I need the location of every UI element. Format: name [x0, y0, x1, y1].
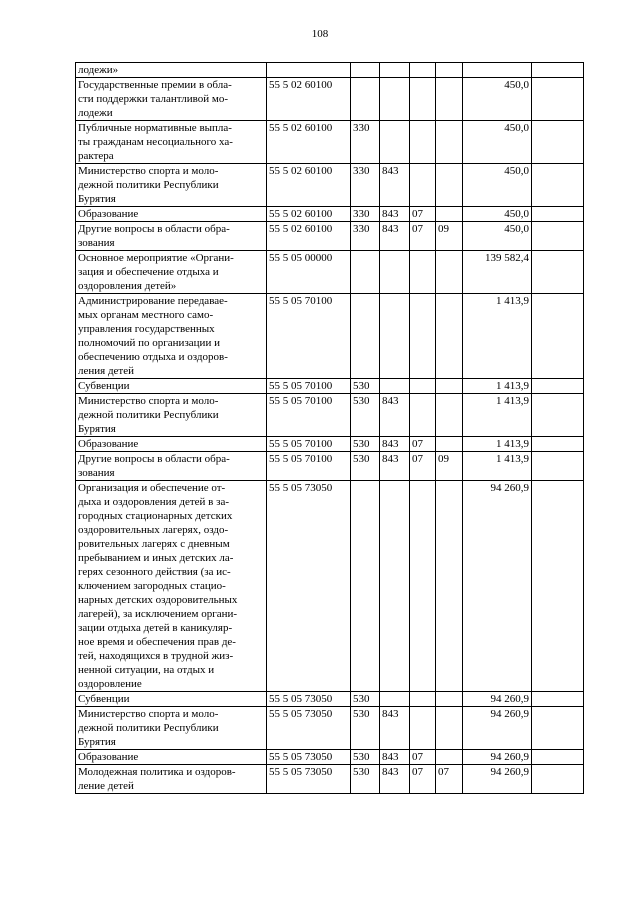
row-grbs-cell	[380, 294, 410, 379]
row-sum-cell: 139 582,4	[463, 251, 532, 294]
row-grbs-cell	[380, 121, 410, 164]
row-rz-cell	[410, 164, 436, 207]
table-body	[76, 63, 584, 794]
table-row	[76, 765, 584, 794]
row-rz-cell: 07	[410, 750, 436, 765]
row-vr-cell: 530	[351, 379, 380, 394]
table-row	[76, 251, 584, 294]
row-grbs-cell: 843	[380, 164, 410, 207]
row-pr-cell	[436, 379, 463, 394]
row-pr-cell	[436, 63, 463, 78]
row-grbs-cell	[380, 379, 410, 394]
row-vr-cell: 530	[351, 765, 380, 794]
row-rz-cell: 07	[410, 222, 436, 251]
table-row	[76, 63, 584, 78]
row-csr-cell: 55 5 05 73050	[267, 692, 351, 707]
table-row	[76, 692, 584, 707]
row-rz-cell	[410, 121, 436, 164]
row-csr-cell: 55 5 05 73050	[267, 707, 351, 750]
row-grbs-cell: 843	[380, 765, 410, 794]
row-rz-cell	[410, 707, 436, 750]
row-pr-cell	[436, 121, 463, 164]
row-sum-cell: 94 260,9	[463, 765, 532, 794]
row-rz-cell: 07	[410, 452, 436, 481]
row-name-cell: Образование	[76, 437, 267, 452]
table-row	[76, 437, 584, 452]
row-name-cell: Организация и обеспечение от- дыха и оздоровления детей в за- городных стационарных детских оздоровительных лагерях, оздо- ровительных лагерях с дневным пребыванием и иных детских ла- герях сезонного действия (за ис- ключением загородных стацио- нарных детских оздоровительных лагерей), за исключением органи- зации отдыха детей в каникуляр- ное время и обеспечения прав де- тей, находящихся в трудной жиз- ненной ситуации, на отдых и оздоровление	[76, 481, 267, 692]
table-row	[76, 394, 584, 437]
row-grbs-cell: 843	[380, 437, 410, 452]
row-name-cell: Государственные премии в обла- сти поддержки талантливой мо- лодежи	[76, 78, 267, 121]
row-pr-cell	[436, 707, 463, 750]
row-grbs-cell: 843	[380, 222, 410, 251]
row-grbs-cell: 843	[380, 750, 410, 765]
row-empty-cell	[532, 121, 584, 164]
row-empty-cell	[532, 207, 584, 222]
row-vr-cell	[351, 78, 380, 121]
row-vr-cell	[351, 294, 380, 379]
row-csr-cell	[267, 63, 351, 78]
row-rz-cell: 07	[410, 437, 436, 452]
row-name-cell: Министерство спорта и моло- дежной политики Республики Бурятия	[76, 164, 267, 207]
row-empty-cell	[532, 765, 584, 794]
row-name-cell: Администрирование передавае- мых органам местного само- управления государственных полномочий по организации и обеспечению отдыха и оздоров- ления детей	[76, 294, 267, 379]
row-csr-cell: 55 5 02 60100	[267, 207, 351, 222]
row-name-cell: Публичные нормативные выпла- ты гражданам несоциального ха- рактера	[76, 121, 267, 164]
row-sum-cell: 94 260,9	[463, 481, 532, 692]
row-csr-cell: 55 5 05 70100	[267, 437, 351, 452]
row-csr-cell: 55 5 05 00000	[267, 251, 351, 294]
row-sum-cell: 450,0	[463, 78, 532, 121]
row-empty-cell	[532, 251, 584, 294]
row-vr-cell	[351, 63, 380, 78]
row-pr-cell	[436, 692, 463, 707]
row-empty-cell	[532, 481, 584, 692]
row-vr-cell: 530	[351, 750, 380, 765]
row-pr-cell	[436, 481, 463, 692]
row-grbs-cell: 843	[380, 707, 410, 750]
row-pr-cell	[436, 394, 463, 437]
row-empty-cell	[532, 164, 584, 207]
row-empty-cell	[532, 294, 584, 379]
row-empty-cell	[532, 78, 584, 121]
row-grbs-cell: 843	[380, 452, 410, 481]
row-csr-cell: 55 5 05 73050	[267, 765, 351, 794]
row-pr-cell: 09	[436, 222, 463, 251]
row-sum-cell: 1 413,9	[463, 294, 532, 379]
row-empty-cell	[532, 222, 584, 251]
row-pr-cell	[436, 207, 463, 222]
table-row	[76, 121, 584, 164]
row-rz-cell	[410, 251, 436, 294]
table-row	[76, 164, 584, 207]
row-name-cell: Министерство спорта и моло- дежной политики Республики Бурятия	[76, 707, 267, 750]
row-vr-cell: 330	[351, 222, 380, 251]
row-name-cell: Министерство спорта и моло- дежной политики Республики Бурятия	[76, 394, 267, 437]
row-name-cell: Другие вопросы в области обра- зования	[76, 222, 267, 251]
row-empty-cell	[532, 692, 584, 707]
row-sum-cell: 94 260,9	[463, 692, 532, 707]
table-row	[76, 452, 584, 481]
row-rz-cell	[410, 394, 436, 437]
row-sum-cell: 450,0	[463, 164, 532, 207]
row-csr-cell: 55 5 05 73050	[267, 481, 351, 692]
row-sum-cell: 450,0	[463, 121, 532, 164]
row-sum-cell: 1 413,9	[463, 394, 532, 437]
row-sum-cell: 94 260,9	[463, 750, 532, 765]
row-csr-cell: 55 5 02 60100	[267, 78, 351, 121]
table-row	[76, 207, 584, 222]
row-vr-cell: 330	[351, 164, 380, 207]
row-csr-cell: 55 5 05 70100	[267, 294, 351, 379]
row-vr-cell: 530	[351, 394, 380, 437]
page-number: 108	[311, 28, 329, 40]
row-name-cell: Образование	[76, 207, 267, 222]
row-rz-cell	[410, 692, 436, 707]
row-csr-cell: 55 5 02 60100	[267, 164, 351, 207]
row-name-cell: Другие вопросы в области обра- зования	[76, 452, 267, 481]
row-name-cell: Образование	[76, 750, 267, 765]
row-rz-cell	[410, 294, 436, 379]
row-grbs-cell	[380, 251, 410, 294]
row-sum-cell: 450,0	[463, 222, 532, 251]
table-row	[76, 379, 584, 394]
row-rz-cell	[410, 481, 436, 692]
row-vr-cell	[351, 251, 380, 294]
row-empty-cell	[532, 379, 584, 394]
row-vr-cell: 530	[351, 707, 380, 750]
row-rz-cell	[410, 63, 436, 78]
row-csr-cell: 55 5 02 60100	[267, 121, 351, 164]
row-name-cell: Субвенции	[76, 692, 267, 707]
row-vr-cell: 330	[351, 121, 380, 164]
row-grbs-cell	[380, 63, 410, 78]
row-sum-cell: 94 260,9	[463, 707, 532, 750]
table-row	[76, 750, 584, 765]
budget-table	[75, 62, 584, 794]
row-pr-cell: 07	[436, 765, 463, 794]
row-csr-cell: 55 5 05 70100	[267, 452, 351, 481]
row-name-cell: Основное мероприятие «Органи- зация и обеспечение отдыха и оздоровления детей»	[76, 251, 267, 294]
table-row	[76, 294, 584, 379]
table-row	[76, 222, 584, 251]
row-empty-cell	[532, 63, 584, 78]
row-vr-cell: 530	[351, 437, 380, 452]
row-rz-cell	[410, 379, 436, 394]
row-empty-cell	[532, 452, 584, 481]
row-vr-cell	[351, 481, 380, 692]
row-sum-cell	[463, 63, 532, 78]
row-empty-cell	[532, 437, 584, 452]
row-vr-cell: 330	[351, 207, 380, 222]
row-pr-cell	[436, 750, 463, 765]
row-grbs-cell	[380, 692, 410, 707]
row-name-cell: Молодежная политика и оздоров- ление детей	[76, 765, 267, 794]
row-empty-cell	[532, 394, 584, 437]
row-csr-cell: 55 5 05 70100	[267, 379, 351, 394]
row-csr-cell: 55 5 05 70100	[267, 394, 351, 437]
table-row	[76, 707, 584, 750]
table-row	[76, 481, 584, 692]
row-vr-cell: 530	[351, 692, 380, 707]
row-pr-cell	[436, 78, 463, 121]
row-name-cell: лодежи»	[76, 63, 267, 78]
row-grbs-cell: 843	[380, 394, 410, 437]
row-grbs-cell	[380, 78, 410, 121]
row-sum-cell: 450,0	[463, 207, 532, 222]
row-csr-cell: 55 5 05 73050	[267, 750, 351, 765]
row-rz-cell: 07	[410, 207, 436, 222]
row-pr-cell: 09	[436, 452, 463, 481]
row-sum-cell: 1 413,9	[463, 452, 532, 481]
row-vr-cell: 530	[351, 452, 380, 481]
row-pr-cell	[436, 251, 463, 294]
row-csr-cell: 55 5 02 60100	[267, 222, 351, 251]
row-empty-cell	[532, 750, 584, 765]
table-row	[76, 78, 584, 121]
row-rz-cell: 07	[410, 765, 436, 794]
row-sum-cell: 1 413,9	[463, 437, 532, 452]
row-grbs-cell	[380, 481, 410, 692]
row-sum-cell: 1 413,9	[463, 379, 532, 394]
row-rz-cell	[410, 78, 436, 121]
row-name-cell: Субвенции	[76, 379, 267, 394]
row-pr-cell	[436, 437, 463, 452]
row-pr-cell	[436, 294, 463, 379]
row-empty-cell	[532, 707, 584, 750]
row-pr-cell	[436, 164, 463, 207]
row-grbs-cell: 843	[380, 207, 410, 222]
